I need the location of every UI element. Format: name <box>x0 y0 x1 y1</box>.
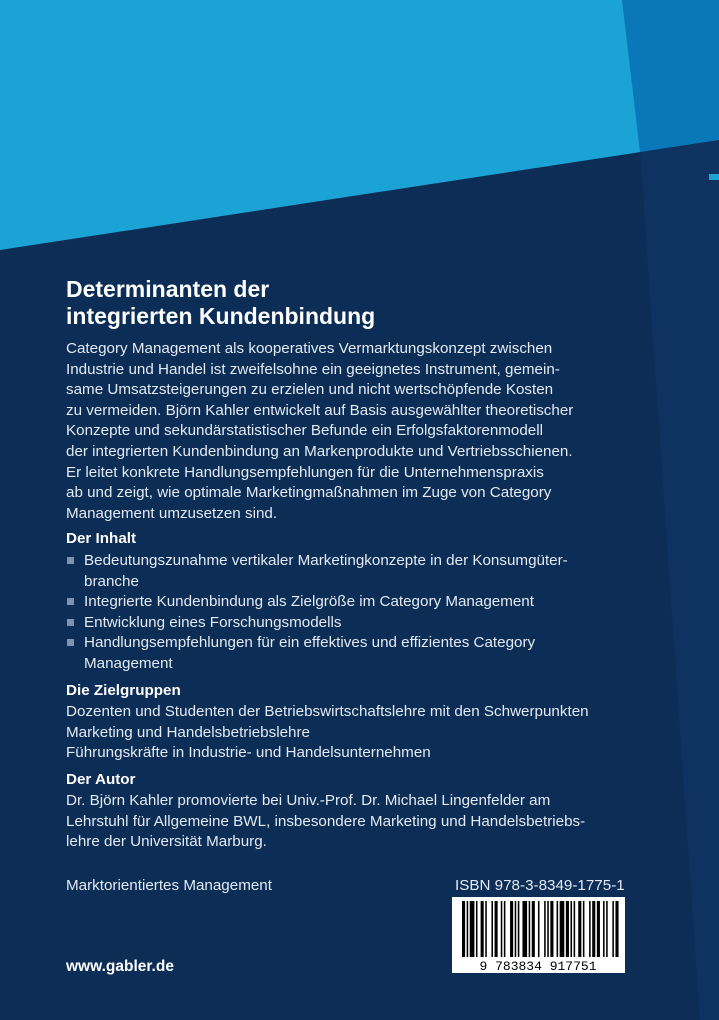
list-item <box>66 551 666 592</box>
barcode-bar <box>495 901 498 957</box>
barcode-bar <box>557 901 559 957</box>
barcode-bar <box>597 901 600 957</box>
autor-line: Dr. Björn Kahler promovierte bei Univ.-Prof. Dr. Michael Lingenfelder am <box>66 792 551 809</box>
barcode-bar <box>518 901 520 957</box>
inhalt-heading: Der Inhalt <box>66 530 137 547</box>
barcode-bar <box>501 901 503 957</box>
barcode-bar <box>485 901 487 957</box>
barcode-bar <box>504 901 506 957</box>
description-line: Konzepte und sekundärstatistischer Befunde ein Erfolgsfaktorenmodell <box>66 422 544 440</box>
barcode-bar <box>612 901 614 957</box>
list-item-line: Entwicklung eines Forschungsmodells <box>84 613 342 631</box>
bullet-square-icon <box>67 619 74 626</box>
barcode-bar <box>606 901 608 957</box>
barcode-bar <box>481 901 484 957</box>
barcode-bar <box>529 901 531 957</box>
bullet-square-icon <box>67 639 74 646</box>
barcode-bar <box>592 901 595 957</box>
list-item-line: branche <box>84 572 139 590</box>
list-item-line: Handlungsempfehlungen für ein effektives und effizientes Category <box>84 634 536 652</box>
description-line: zu vermeiden. Björn Kahler entwickelt auf Basis ausgewählter theoretischer <box>66 401 574 419</box>
barcode-bar <box>515 901 517 957</box>
list-item-line: Bedeutungszunahme vertikaler Marketingkonzepte in der Konsumgüter- <box>84 552 568 569</box>
barcode-digits: 9 783834 917751 <box>479 959 597 973</box>
barcode-bar <box>566 901 569 957</box>
isbn-barcode <box>452 897 625 973</box>
barcode-bar <box>578 901 581 957</box>
barcode-bar <box>491 901 493 957</box>
list-item-line: Integrierte Kundenbindung als Zielgröße im Category Management <box>84 593 534 611</box>
edge-marker <box>709 174 719 180</box>
description-line: Er leitet konkrete Handlungsempfehlungen für die Unternehmenspraxis <box>66 463 544 481</box>
list-item-line: Management <box>84 654 173 672</box>
barcode-bar <box>476 901 478 957</box>
description-paragraph <box>66 339 666 524</box>
barcode-bar <box>470 901 475 957</box>
list-item <box>66 633 666 674</box>
barcode-bar <box>462 901 465 957</box>
autor-heading: Der Autor <box>66 771 136 788</box>
barcode-bar <box>467 901 469 957</box>
barcode-bar <box>547 901 549 957</box>
zielgruppen-line: Führungskräfte in Industrie- und Handelsunternehmen <box>66 744 431 762</box>
autor-line: lehre der Universität Marburg. <box>66 833 267 851</box>
barcode-bar <box>510 901 513 957</box>
autor-line: Lehrstuhl für Allgemeine BWL, insbesondere Marketing und Handelsbetriebs- <box>66 812 586 830</box>
series-name: Marktorientiertes Management <box>66 877 272 894</box>
barcode-bar <box>532 901 535 957</box>
barcode-bar <box>615 901 618 957</box>
barcode-bar <box>589 901 591 957</box>
description-line: ab und zeigt, wie optimale Marketingmaßnahmen im Zuge von Category <box>66 484 552 502</box>
barcode-bar <box>574 901 576 957</box>
zielgruppen-line: Dozenten und Studenten der Betriebswirtschaftslehre mit den Schwerpunkten <box>66 703 589 720</box>
title-line-1: Determinanten der <box>66 276 270 302</box>
bullet-square-icon <box>67 557 74 564</box>
description-line: same Umsatzsteigerungen zu erzielen und nicht wertschöpfende Kosten <box>66 381 554 399</box>
barcode-bar <box>571 901 573 957</box>
title-line-2: integrierten Kundenbindung <box>66 303 376 329</box>
zielgruppen-heading: Die Zielgruppen <box>66 682 181 699</box>
barcode-bar <box>560 901 565 957</box>
barcode-bar <box>603 901 605 957</box>
autor-text <box>66 791 666 853</box>
barcode-bar <box>522 901 527 957</box>
barcode-bar <box>544 901 546 957</box>
bullet-square-icon <box>67 598 74 605</box>
barcode-bar <box>583 901 585 957</box>
description-line: Management umzusetzen sind. <box>66 504 278 522</box>
description-line: Category Management als kooperatives Vermarktungskonzept zwischen <box>66 340 553 357</box>
barcode-bar <box>538 901 540 957</box>
zielgruppen-text <box>66 702 666 764</box>
list-item <box>66 613 666 634</box>
description-line: Industrie und Handel ist zweifelsohne ein geeignetes Instrument, gemein- <box>66 360 560 378</box>
publisher-url[interactable]: www.gabler.de <box>66 958 174 975</box>
description-line: der integrierten Kundenbindung an Markenprodukte und Vertriebsschienen. <box>66 442 573 460</box>
isbn-number: ISBN 978-3-8349-1775-1 <box>455 877 625 894</box>
list-item <box>66 592 666 613</box>
zielgruppen-line: Marketing und Handelsbetriebslehre <box>66 723 310 741</box>
inhalt-list <box>66 551 666 675</box>
barcode-bar <box>550 901 553 957</box>
book-title <box>66 276 626 330</box>
